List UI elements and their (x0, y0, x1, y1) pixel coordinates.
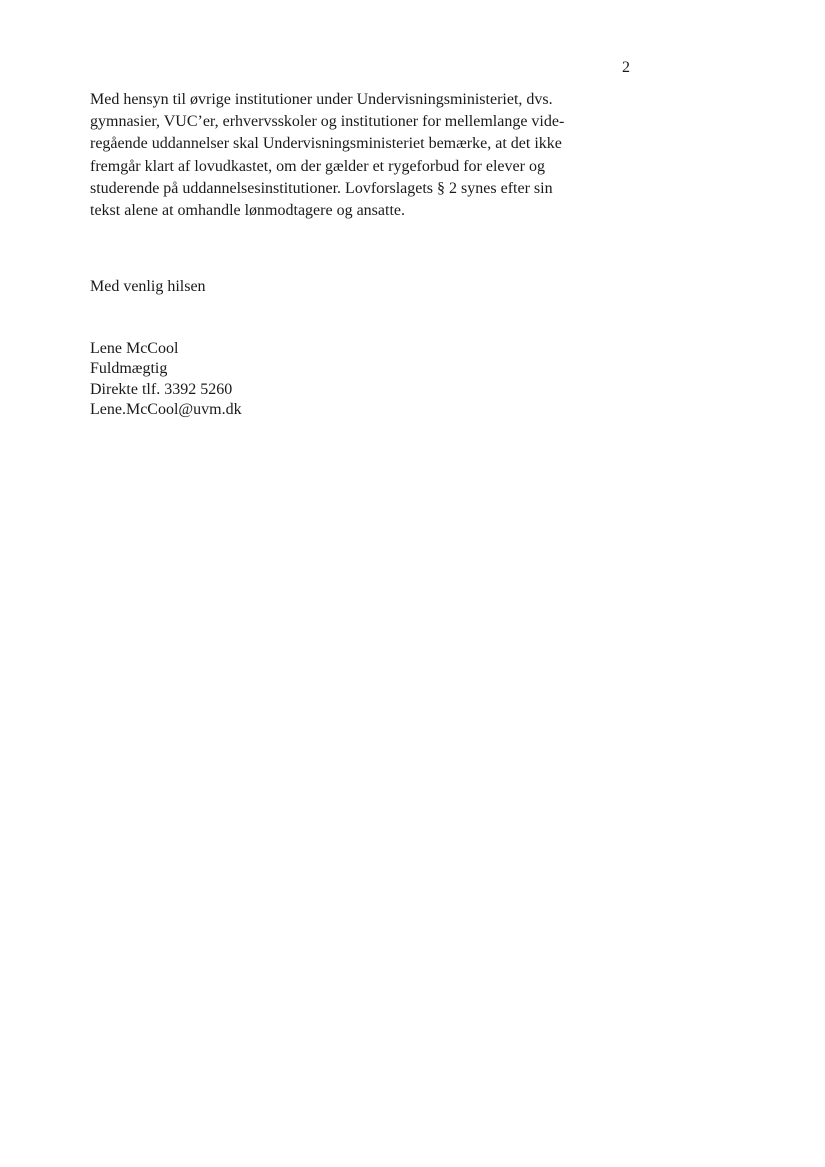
paragraph-line: regående uddannelser skal Undervisningsministeriet bemærke, at det ikke (90, 135, 562, 153)
paragraph-line: studerende på uddannelsesinstitutioner. Lovforslagets § 2 synes efter sin (90, 179, 553, 197)
paragraph-line: gymnasier, VUC’er, erhvervsskoler og institutioner for mellemlange vide- (90, 113, 565, 131)
signature-name: Lene McCool (90, 340, 179, 357)
signature-email: Lene.McCool@uvm.dk (90, 400, 242, 418)
signature-phone: Direkte tlf. 3392 5260 (90, 380, 233, 398)
body-paragraph (90, 89, 610, 222)
paragraph-line: Med hensyn til øvrige institutioner under Undervisningsministeriet, dvs. (90, 91, 553, 108)
paragraph-line: tekst alene at omhandle lønmodtagere og ansatte. (90, 202, 405, 220)
closing-salutation: Med venlig hilsen (90, 278, 206, 295)
signature-title: Fuldmægtig (90, 360, 168, 378)
page-number: 2 (622, 59, 630, 76)
paragraph-line: fremgår klart af lovudkastet, om der gælder et rygeforbud for elever og (90, 157, 545, 175)
signature-block (90, 339, 242, 420)
